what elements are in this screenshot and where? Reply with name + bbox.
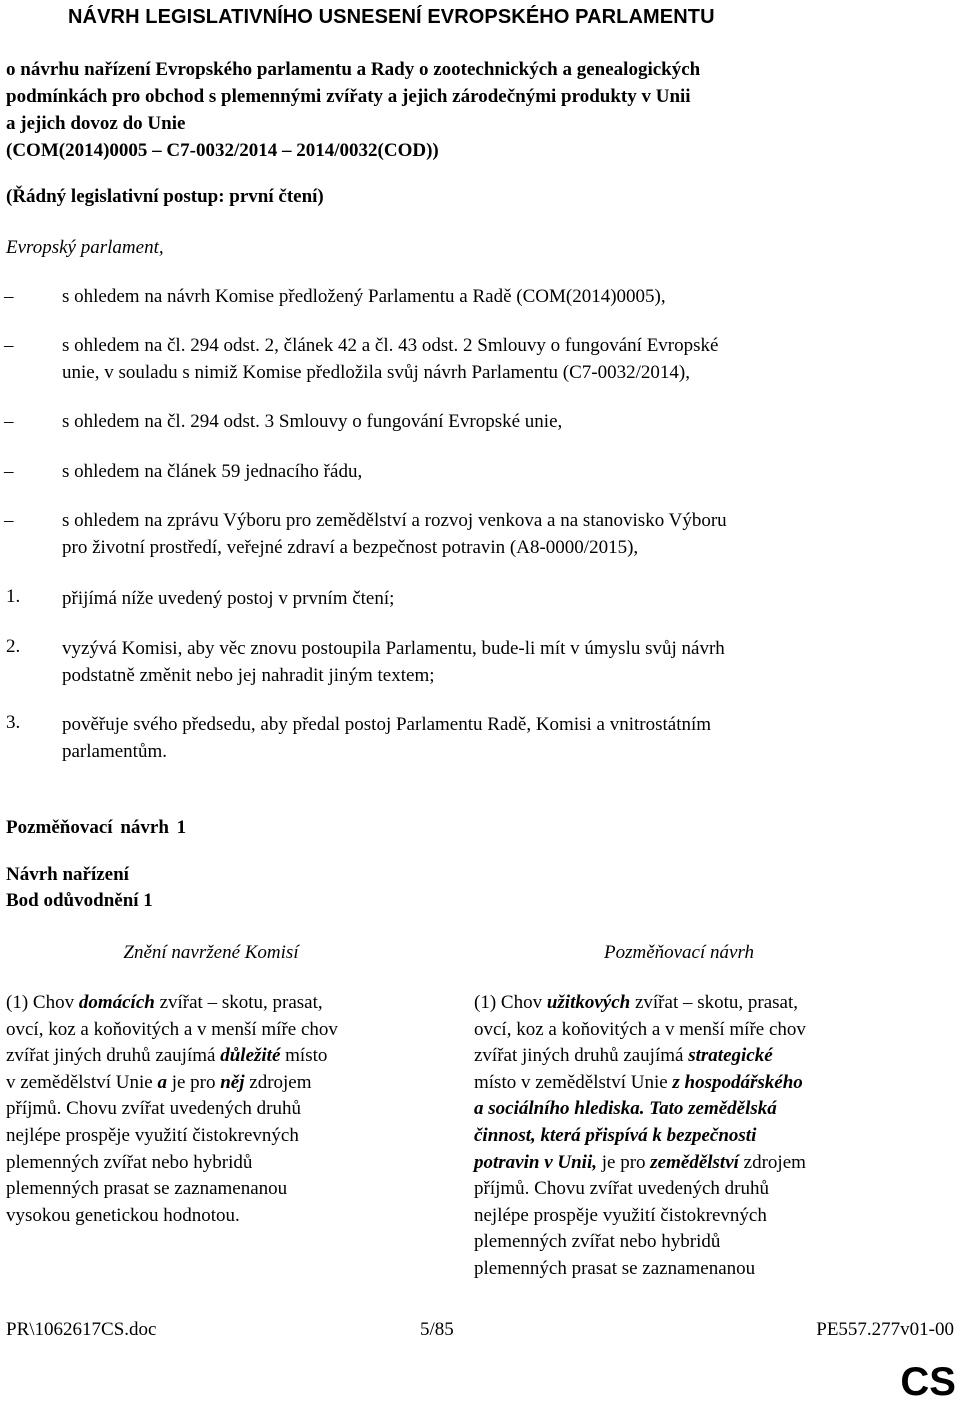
amended-text: a	[157, 1071, 167, 1093]
column-line	[474, 1150, 884, 1177]
amended-text: užitkových	[546, 992, 631, 1013]
point-line: vyzývá Komisi, aby věc znovu postoupila Parlamentu, bude-li mít v úmyslu svůj návrh	[62, 638, 725, 659]
text-segment: plemenných zvířat nebo hybridů	[6, 1151, 253, 1173]
citation-dash: –	[4, 286, 14, 307]
column-line	[6, 1123, 416, 1150]
citation-text	[62, 409, 942, 436]
document-heading: NÁVRH LEGISLATIVNÍHO USNESENÍ EVROPSKÉHO PARLAMENTU	[68, 6, 715, 28]
column-line	[474, 1043, 884, 1070]
amendment-title: Pozměňovací návrh 1	[6, 817, 187, 838]
proposal-title-line: (COM(2014)0005 – C7-0032/2014 – 2014/0032(COD))	[6, 140, 439, 161]
column-line	[6, 1043, 416, 1070]
column-line	[6, 1203, 416, 1230]
text-segment: místo v zemědělství Unie	[474, 1071, 673, 1093]
citation-line: pro životní prostředí, veřejné zdraví a bezpečnost potravin (A8-0000/2015),	[62, 536, 639, 558]
text-segment: zvířat jiných druhů zaujímá	[6, 1045, 221, 1067]
column-line	[474, 1176, 884, 1203]
citation-text	[62, 508, 942, 561]
text-segment: nejlépe prospěje využití čistokrevných	[6, 1124, 299, 1146]
amendment-text-column	[474, 990, 884, 1283]
citation-line: s ohledem na článek 59 jednacího řádu,	[62, 461, 363, 482]
citation-dash: –	[4, 510, 14, 531]
amended-text: domácích	[78, 992, 155, 1013]
citation-dash: –	[4, 411, 14, 432]
point-number: 1.	[6, 586, 21, 607]
amendment-subject: Návrh nařízení	[6, 864, 129, 885]
citation-dash: –	[4, 335, 14, 356]
column-line	[474, 990, 884, 1017]
text-segment: plemenných prasat se zaznamenanou	[474, 1257, 756, 1279]
column-line	[6, 990, 416, 1017]
text-segment: zdrojem	[738, 1151, 806, 1173]
amended-text: a sociálního hlediska. Tato zemědělská	[474, 1098, 777, 1120]
text-segment: plemenných zvířat nebo hybridů	[474, 1231, 721, 1253]
text-segment: ovcí, koz a koňovitých a v menší míře chov	[6, 1018, 338, 1040]
text-segment: zvířat – skotu, prasat,	[630, 992, 799, 1013]
amended-text: potravin v Unii,	[474, 1151, 597, 1173]
column-line	[474, 1096, 884, 1123]
point-text	[62, 636, 942, 689]
language-code: CS	[900, 1360, 956, 1404]
procedure-label: (Řádný legislativní postup: první čtení)	[6, 186, 324, 207]
text-segment: místo	[280, 1045, 328, 1067]
text-segment: příjmů. Chovu zvířat uvedených druhů	[6, 1098, 301, 1120]
point-number: 3.	[6, 712, 21, 733]
amended-text: zemědělství	[650, 1151, 739, 1173]
text-segment: příjmů. Chovu zvířat uvedených druhů	[474, 1178, 769, 1200]
text-segment: plemenných prasat se zaznamenanou	[6, 1178, 288, 1200]
text-segment: vysokou genetickou hodnotou.	[6, 1204, 240, 1226]
amended-text: důležité	[220, 1045, 281, 1067]
citation-line: s ohledem na návrh Komise předložený Parlamentu a Radě (COM(2014)0005),	[62, 286, 666, 307]
column-line	[474, 1203, 884, 1230]
citation-line: s ohledem na zprávu Výboru pro zemědělství a rozvoj venkova a na stanovisko Výboru	[62, 510, 727, 531]
text-segment: je pro	[596, 1151, 651, 1173]
text-segment: ovcí, koz a koňovitých a v menší míře chov	[474, 1018, 806, 1040]
column-line	[474, 1256, 884, 1283]
column-line	[474, 1070, 884, 1097]
point-text	[62, 586, 942, 613]
column-line	[474, 1017, 884, 1044]
column-line	[474, 1123, 884, 1150]
citation-line: s ohledem na čl. 294 odst. 3 Smlouvy o fungování Evropské unie,	[62, 411, 563, 432]
footer-doc-ref: PR\1062617CS.doc	[6, 1319, 157, 1340]
proposal-title	[6, 56, 946, 164]
amended-text: činnost, která přispívá k bezpečnosti	[474, 1124, 757, 1146]
point-line: parlamentům.	[62, 740, 167, 762]
right-column-header: Pozměňovací návrh	[603, 942, 755, 963]
text-segment: v zemědělství Unie	[6, 1071, 158, 1093]
citation-line: unie, v souladu s nimiž Komise předložila svůj návrh Parlamentu (C7-0032/2014),	[62, 361, 690, 383]
amendment-subject-detail: Bod odůvodnění 1	[6, 890, 153, 911]
column-line	[6, 1176, 416, 1203]
left-column-header: Znění navržené Komisí	[123, 942, 299, 963]
footer-pe-ref: PE557.277v01-00	[816, 1319, 954, 1340]
text-segment: je pro	[166, 1071, 221, 1093]
proposal-title-line: a jejich dovoz do Unie	[6, 113, 186, 134]
column-line	[6, 1150, 416, 1177]
text-segment: zvířat – skotu, prasat,	[154, 992, 323, 1013]
text-segment: zdrojem	[244, 1071, 312, 1093]
point-line: pověřuje svého předsedu, aby předal postoj Parlamentu Radě, Komisi a vnitrostátním	[62, 714, 712, 735]
point-text	[62, 712, 942, 765]
citation-text	[62, 459, 942, 486]
amended-text: strategické	[688, 1045, 773, 1067]
column-line	[6, 1017, 416, 1044]
text-segment: (1) Chov	[6, 992, 79, 1013]
citation-text	[62, 333, 942, 386]
proposal-title-line: o návrhu nařízení Evropského parlamentu a Rady o zootechnických a genealogických	[6, 59, 701, 80]
commission-text-column	[6, 990, 416, 1229]
point-number: 2.	[6, 636, 21, 657]
text-segment: (1) Chov	[474, 992, 547, 1013]
proposal-title-line: podmínkách pro obchod s plemennými zvířaty a jejich zárodečnými produkty v Unii	[6, 86, 691, 107]
footer-page-number: 5/85	[420, 1319, 454, 1340]
amended-text: něj	[220, 1071, 245, 1093]
column-line	[6, 1070, 416, 1097]
point-line: podstatně změnit nebo jej nahradit jiným textem;	[62, 664, 435, 686]
citation-dash: –	[4, 461, 14, 482]
parliament-label: Evropský parlament,	[6, 237, 164, 258]
amended-text: z hospodářského	[672, 1071, 803, 1093]
point-line: přijímá níže uvedený postoj v prvním čtení;	[62, 588, 395, 609]
text-segment: zvířat jiných druhů zaujímá	[474, 1045, 689, 1067]
column-line	[6, 1096, 416, 1123]
column-line	[474, 1229, 884, 1256]
citation-text	[62, 284, 942, 311]
citation-line: s ohledem na čl. 294 odst. 2, článek 42 a čl. 43 odst. 2 Smlouvy o fungování Evropské	[62, 335, 719, 356]
text-segment: nejlépe prospěje využití čistokrevných	[474, 1204, 767, 1226]
